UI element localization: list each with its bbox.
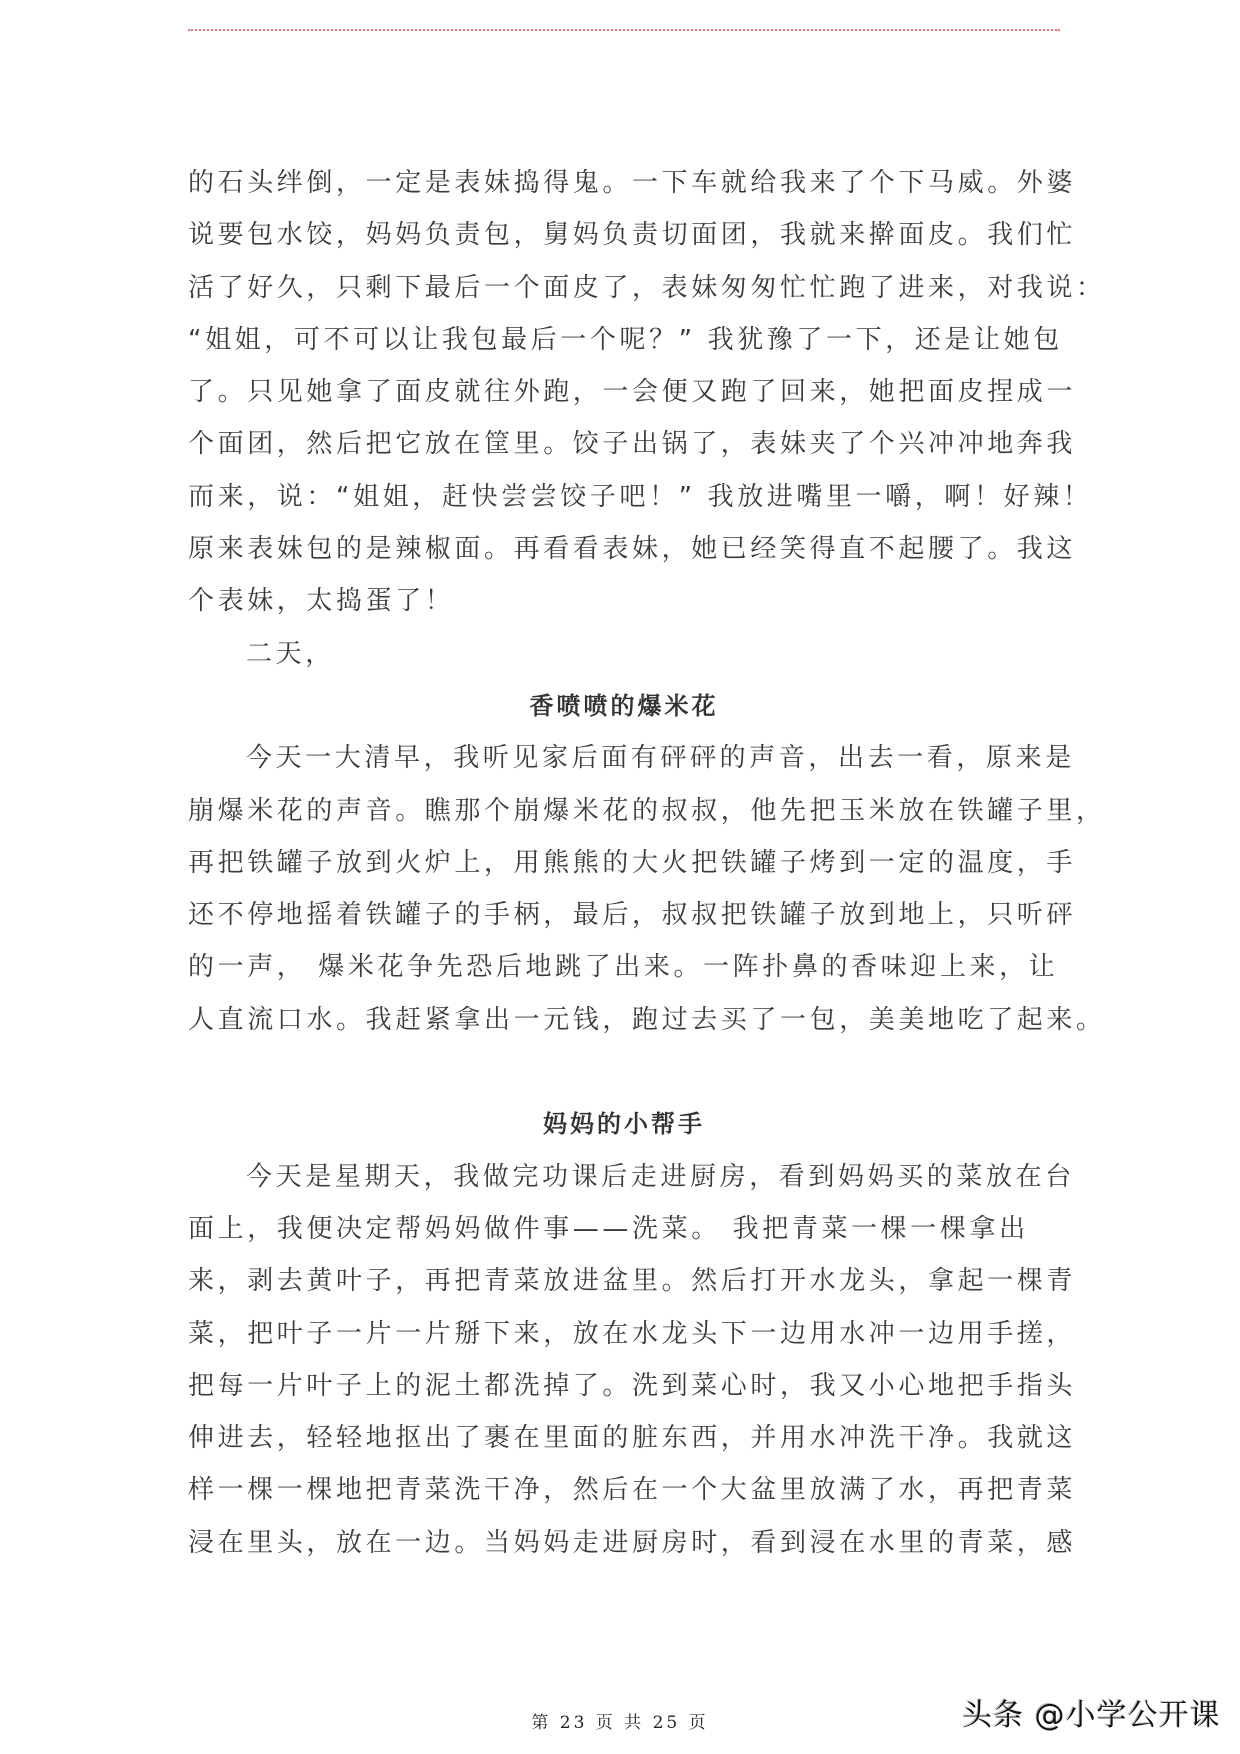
paragraph-line: 活了好久，只剩下最后一个面皮了，表妹匆匆忙忙跑了进来，对我说： bbox=[188, 272, 1106, 303]
paragraph-line: 面上，我便决定帮妈妈做件事——洗菜。 我把青菜一棵一棵拿出 bbox=[188, 1213, 1029, 1244]
paragraph-line: 伸进去，轻轻地抠出了裹在里面的脏东西，并用水冲洗干净。我就这 bbox=[188, 1423, 1077, 1454]
paragraph-line: 来，剥去黄叶子，再把青菜放进盆里。然后打开水龙头，拿起一棵青 bbox=[188, 1266, 1077, 1297]
section-title: 妈妈的小帮手 bbox=[543, 1110, 705, 1139]
paragraph-line: 再把铁罐子放到火炉上，用熊熊的大火把铁罐子烤到一定的温度，手 bbox=[188, 847, 1077, 878]
paragraph-line: 了。只见她拿了面皮就往外跑，一会便又跑了回来，她把面皮捏成一 bbox=[188, 377, 1077, 408]
paragraph-line: 原来表妹包的是辣椒面。再看看表妹，她已经笑得直不起腰了。我这 bbox=[188, 534, 1077, 565]
page-number: 第 23 页 共 25 页 bbox=[531, 1713, 709, 1733]
page-body bbox=[188, 157, 1106, 1569]
paragraph-line: 二天， bbox=[246, 638, 335, 669]
watermark: 头条 @小学公开课 bbox=[962, 1698, 1221, 1733]
paragraph-line: 今天是星期天，我做完功课后走进厨房，看到妈妈买的菜放在台 bbox=[246, 1161, 1075, 1192]
paragraph-line: 样一棵一棵地把青菜洗干净，然后在一个大盆里放满了水，再把青菜 bbox=[188, 1475, 1077, 1506]
paragraph-line: 还不停地摇着铁罐子的手柄，最后，叔叔把铁罐子放到地上，只听砰 bbox=[188, 900, 1077, 931]
paragraph-line: “姐姐，可不可以让我包最后一个呢？” 我犹豫了一下，还是让她包 bbox=[188, 324, 1063, 355]
paragraph-line: 个表妹，太捣蛋了！ bbox=[188, 586, 455, 617]
paragraph-line: 崩爆米花的声音。瞧那个崩爆米花的叔叔，他先把玉米放在铁罐子里， bbox=[188, 795, 1106, 826]
paragraph-line: 个面团，然后把它放在筐里。饺子出锅了，表妹夹了个兴冲冲地奔我 bbox=[188, 429, 1077, 460]
paragraph-line: 的一声， 爆米花争先恐后地跳了出来。一阵扑鼻的香味迎上来，让 bbox=[188, 952, 1059, 983]
paragraph-line: 把每一片叶子上的泥土都洗掉了。洗到菜心时，我又小心地把手指头 bbox=[188, 1370, 1077, 1401]
paragraph-line: 菜，把叶子一片一片掰下来，放在水龙头下一边用水冲一边用手搓， bbox=[188, 1318, 1077, 1349]
paragraph-line: 说要包水饺，妈妈负责包，舅妈负责切面团，我就来擀面皮。我们忙 bbox=[188, 220, 1077, 251]
paragraph-line: 今天一大清早，我听见家后面有砰砰的声音，出去一看，原来是 bbox=[246, 743, 1075, 774]
section-title: 香喷喷的爆米花 bbox=[529, 691, 719, 720]
paragraph-line: 的石头绊倒，一定是表妹捣得鬼。一下车就给我来了个下马威。外婆 bbox=[188, 168, 1077, 198]
paragraph-line: 人直流口水。我赶紧拿出一元钱，跑过去买了一包，美美地吃了起来。 bbox=[188, 1004, 1106, 1035]
paragraph-line: 浸在里头，放在一边。当妈妈走进厨房时，看到浸在水里的青菜，感 bbox=[188, 1527, 1077, 1558]
header-rule bbox=[188, 29, 1060, 31]
paragraph-line: 而来，说：“姐姐，赶快尝尝饺子吧！” 我放进嘴里一嚼，啊！好辣！ bbox=[188, 481, 1093, 512]
section-spacer bbox=[188, 1046, 1060, 1098]
